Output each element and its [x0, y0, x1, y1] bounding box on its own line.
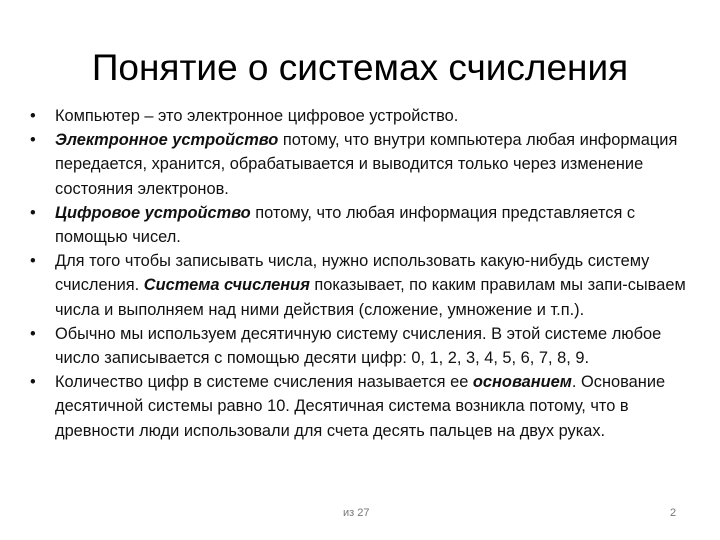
bullet-text: потому, что внутри компьютера любая информация передается, хранится, обрабатывается и выводится только через изменение состояния электронов. [55, 131, 678, 198]
term-digital-device: Цифровое устройство [55, 203, 251, 222]
bullet-text: Обычно мы используем десятичную систему счисления. В этой системе любое число записывается с помощью десяти цифр: 0, 1, 2, 3, 4, 5, 6, 7, 8, 9. [55, 324, 662, 368]
term-number-system: Система счисления [143, 276, 310, 295]
page-indicator: из 27 [343, 507, 370, 519]
bullet-digital-device [30, 201, 706, 249]
bullet-marker: • [30, 373, 36, 392]
bullet-list [30, 104, 706, 443]
bullet-text: показывает, по каким правилам мы запи-сываем числа и выполняем над ними действия (сложение, умножение и т.п.). [55, 276, 686, 319]
bullet-base [30, 370, 706, 443]
bullet-marker: • [30, 203, 36, 222]
bullet-decimal-system [30, 322, 706, 370]
bullet-marker: • [30, 252, 36, 271]
bullet-text: Компьютер – это электронное цифровое устройство. [55, 107, 459, 125]
term-base: основанием [472, 373, 572, 392]
bullet-marker: • [30, 107, 36, 125]
bullet-text: Количество цифр в системе счисления называется ее [55, 373, 473, 392]
bullet-number-system [30, 249, 706, 322]
bullet-text: . Основание десятичной системы равно 10. Десятичная система возникла потому, что в древности люди использовали для счета десять пальцев на двух руках. [55, 373, 666, 440]
term-electronic-device: Электронное устройство [55, 131, 279, 150]
bullet-marker: • [30, 131, 36, 150]
bullet-marker: • [30, 324, 36, 343]
bullet-text: Для того чтобы записывать числа, нужно использовать какую-нибудь систему счисления. [55, 252, 650, 295]
slide-number: 2 [670, 507, 677, 519]
slide-title: Понятие о системах счисления [91, 47, 629, 88]
bullet-computer-definition [30, 104, 706, 128]
bullet-text: потому, что любая информация представляется с помощью чисел. [55, 203, 636, 247]
bullet-electronic-device [30, 128, 706, 201]
